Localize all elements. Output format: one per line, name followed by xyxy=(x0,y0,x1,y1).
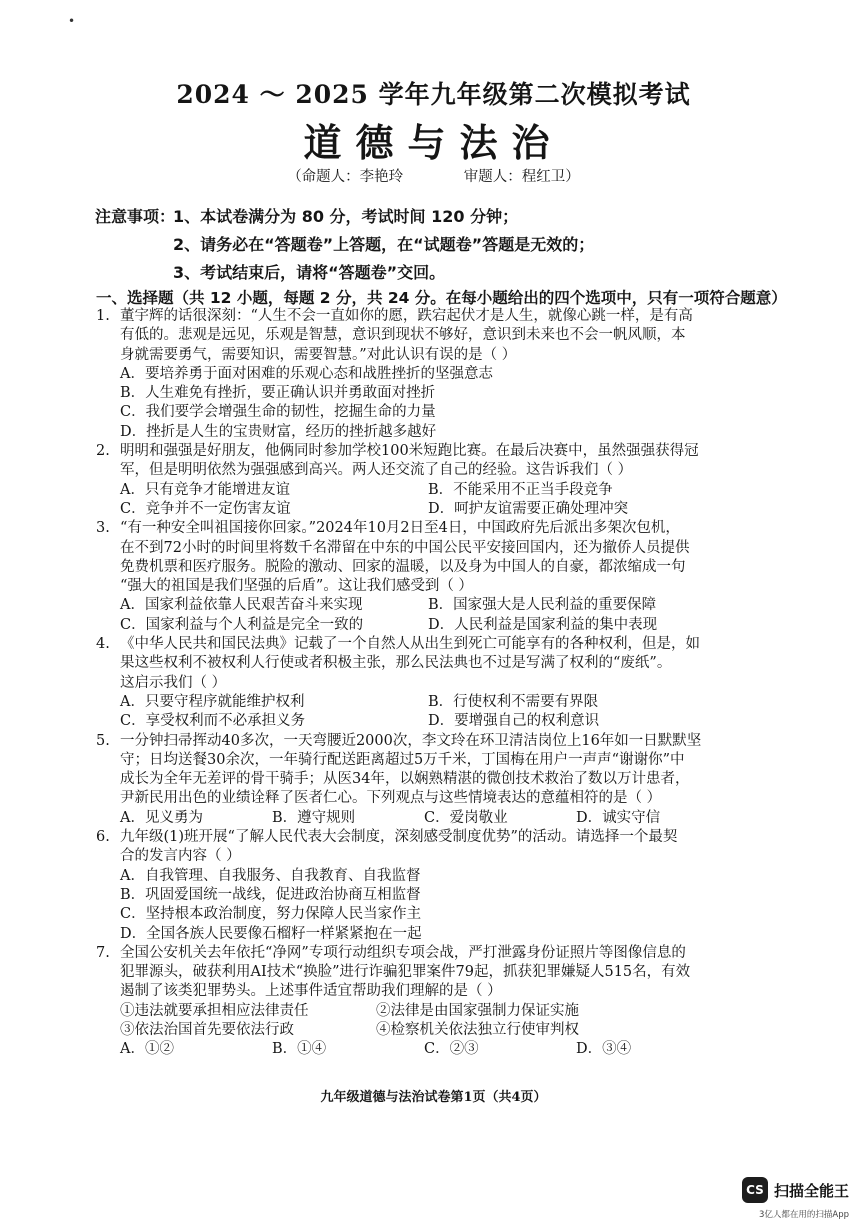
notice-item: 2、请务必在“答题卷”上答题，在“试题卷”答题是无效的； xyxy=(173,235,595,254)
statement: ①违法就要承担相应法律责任 xyxy=(120,1002,309,1019)
option: A．见义勇为 xyxy=(120,809,203,826)
question-text: 尹新民用出色的业绩诠释了医者仁心。下列观点与这些情境表达的意蕴相符的是（ ） xyxy=(120,790,662,807)
option: D．诚实守信 xyxy=(576,809,661,826)
question-text: 军，但是明明依然为强强感到高兴。两人还交流了自己的经验。这告诉我们（ ） xyxy=(120,462,633,479)
question-number: 2. xyxy=(96,443,110,460)
question-3 xyxy=(96,519,776,635)
question-text: “强大的祖国是我们坚强的后盾”。这让我们感受到（ ） xyxy=(120,578,473,595)
question-text: 合的发言内容（ ） xyxy=(120,848,241,865)
question-2 xyxy=(96,442,776,519)
option: C．享受权利而不必承担义务 xyxy=(120,713,306,730)
question-text: “有一种安全叫祖国接你回家。”2024年10月2日至4日，中国政府先后派出多架次包机， xyxy=(120,520,680,537)
exam-title: 2024 ～ 2025 学年九年级第二次模拟考试 xyxy=(176,80,691,109)
question-text: 全国公安机关去年依托“净网”专项行动组织专项会战，严打泄露身份证照片等图像信息的 xyxy=(120,944,686,961)
option: A．①② xyxy=(120,1041,174,1058)
question-number: 1. xyxy=(96,308,110,324)
option: A．国家利益依靠人民艰苦奋斗来实现 xyxy=(120,597,363,614)
option: B．人生难免有挫折，要正确认识并勇敢面对挫折 xyxy=(120,385,436,402)
subject-title: 道德与法治 xyxy=(303,120,564,165)
notice-item: 1、本试卷满分为 80 分，考试时间 120 分钟； xyxy=(173,207,519,226)
question-text: 九年级(1)班开展“了解人民代表大会制度，深刻感受制度优势”的活动。请选择一个最契 xyxy=(120,829,678,846)
option: A．只有竞争才能增进友谊 xyxy=(120,481,290,498)
option: B．不能采用不正当手段竞争 xyxy=(428,481,613,498)
question-5 xyxy=(96,732,776,828)
question-7 xyxy=(96,944,776,1060)
question-text: 遏制了该类犯罪势头。上述事件适宜帮助我们理解的是（ ） xyxy=(120,983,502,1000)
question-number: 7. xyxy=(96,944,110,961)
option: C．国家利益与个人利益是完全一致的 xyxy=(120,616,364,633)
camscanner-icon: CS xyxy=(742,1177,768,1203)
statement: ②法律是由国家强制力保证实施 xyxy=(376,1002,579,1019)
option: D．③④ xyxy=(576,1041,632,1058)
option: B．行使权利不需要有界限 xyxy=(428,693,599,710)
question-1 xyxy=(96,307,776,442)
notice-block xyxy=(95,203,594,287)
option: A．只要守程序就能维护权利 xyxy=(120,693,305,710)
watermark-name: 扫描全能王 xyxy=(773,1181,849,1200)
watermark-tagline: 3亿人都在用的扫描App xyxy=(758,1210,849,1220)
question-number: 5. xyxy=(96,732,110,749)
option: B．巩固爱国统一战线，促进政治协商互相监督 xyxy=(120,886,421,903)
option: C．②③ xyxy=(424,1041,479,1058)
question-text: 果这些权利不被权利人行使或者积极主张，那么民法典也不过是写满了权利的“废纸”。 xyxy=(120,655,672,672)
option: C．爱岗敬业 xyxy=(424,809,508,826)
question-text: 一分钟扫帚挥动40多次，一天弯腰近2000次，李文玲在环卫清洁岗位上16年如一日默默坚 xyxy=(120,732,702,749)
question-text: 犯罪源头，破获利用AI技术“换脸”进行诈骗犯罪案件79起，抓获犯罪嫌疑人515名，有效 xyxy=(120,964,691,981)
option: D．挫折是人生的宝贵财富，经历的挫折越多越好 xyxy=(120,423,437,440)
option: D．要增强自己的权利意识 xyxy=(428,713,600,730)
question-number: 3. xyxy=(96,520,110,537)
notice-item: 3、考试结束后，请将“答题卷”交回。 xyxy=(173,263,446,282)
statement: ④检察机关依法独立行使审判权 xyxy=(376,1021,579,1038)
option: A．要培养勇于面对困难的乐观心态和战胜挫折的坚强意志 xyxy=(120,365,493,382)
questions-list xyxy=(96,307,776,1060)
page-footer: 九年级道德与法治试卷第1页（共4页） xyxy=(320,1090,547,1105)
option: D．呵护友谊需要正确处理冲突 xyxy=(428,500,629,517)
scanner-watermark xyxy=(742,1177,849,1203)
question-4 xyxy=(96,635,776,731)
setter: （命题人：李艳玲 xyxy=(287,169,404,185)
option: B．国家强大是人民利益的重要保障 xyxy=(428,597,657,614)
question-6 xyxy=(96,828,776,944)
question-text: 在不到72小时的时间里将数千名滞留在中东的中国公民平安接回国内，还为撤侨人员提供 xyxy=(120,539,690,556)
statement: ③依法治国首先要依法行政 xyxy=(120,1021,294,1038)
authors-line xyxy=(0,165,867,186)
reviewer: 审题人：程红卫） xyxy=(463,169,580,185)
section-heading: 一、选择题（共 12 小题，每题 2 分，共 24 分。在每小题给出的四个选项中，只有一项符合题意） xyxy=(96,289,787,307)
option: C．坚持根本政治制度，努力保障人民当家作主 xyxy=(120,906,422,923)
option: C．我们要学会增强生命的韧性，挖掘生命的力量 xyxy=(120,404,436,421)
question-number: 4. xyxy=(96,636,110,653)
option: A．自我管理、自我服务、自我教育、自我监督 xyxy=(120,867,421,884)
option: C．竞争并不一定伤害友谊 xyxy=(120,500,291,517)
question-text: 守；日均送餐30余次，一年骑行配送距离超过5万千米，丁国梅在用户一声声“谢谢你”中 xyxy=(120,751,685,768)
corner-mark: • xyxy=(68,14,76,28)
option: B．①④ xyxy=(272,1041,327,1058)
question-text: 成长为全年无差评的骨干骑手；从医34年，以娴熟精湛的微创技术救治了数以万计患者， xyxy=(120,771,690,788)
option: D．全国各族人民要像石榴籽一样紧紧抱在一起 xyxy=(120,925,422,942)
option: B．遵守规则 xyxy=(272,809,356,826)
question-text: 有低的。悲观是远见，乐观是智慧，意识到现状不够好，意识到未来也不会一帆风顺，本 xyxy=(120,327,686,344)
question-text: 明明和强强是好朋友，他俩同时参加学校100米短跑比赛。在最后决赛中，虽然强强获得冠 xyxy=(120,443,699,460)
question-text: 免费机票和医疗服务。脱险的激动、回家的温暖，以及身为中国人的自豪，都浓缩成一句 xyxy=(120,558,686,575)
question-text: 董宇辉的话很深刻：“人生不会一直如你的愿，跌宕起伏才是人生，就像心跳一样，是有高 xyxy=(120,308,693,324)
question-text: 身就需要勇气，需要知识，需要智慧。”对此认识有误的是（ ） xyxy=(120,346,517,363)
question-number: 6. xyxy=(96,829,110,846)
question-text: 这启示我们（ ） xyxy=(120,674,227,691)
option: D．人民利益是国家利益的集中表现 xyxy=(428,616,658,633)
notice-label: 注意事项： xyxy=(95,207,176,226)
question-text: 《中华人民共和国民法典》记载了一个自然人从出生到死亡可能享有的各种权利，但是，如 xyxy=(120,636,700,653)
